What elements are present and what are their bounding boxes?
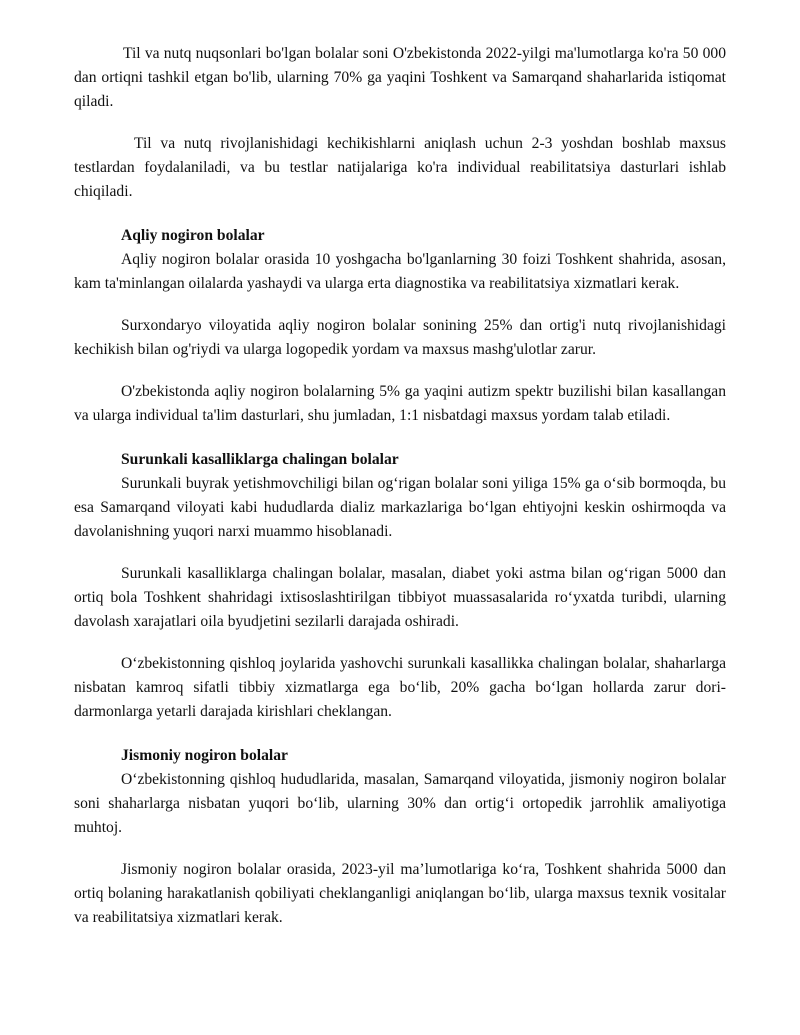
intellectual-paragraph-1: Aqliy nogiron bolalar orasida 10 yoshgacha bo'lganlarning 30 foizi Toshkent shahrida, asosan, kam ta'minlangan oilalarda yashaydi va ularga erta diagnostika va reabilitatsiya xizmatlari kerak. [74,251,726,292]
intro-paragraph-1: Til va nutq nuqsonlari bo'lgan bolalar soni O'zbekistonda 2022-yilgi ma'lumotlarga ko'ra 50 000 dan ortiqni tashkil etgan bo'lib, ularning 70% ga yaqini Toshkent va Samarqand shaharlarida istiqomat qiladi. [74,45,726,110]
intellectual-paragraph-2: Surxondaryo viloyatida aqliy nogiron bolalar sonining 25% dan ortig'i nutq rivojlanishidagi kechikish bilan og'riydi va ularga logopedik yordam va maxsus mashg'ulotlar zarur. [74,317,726,358]
chronic-paragraph-1: Surunkali buyrak yetishmovchiligi bilan og‘rigan bolalar soni yiliga 15% ga o‘sib bormoqda, bu esa Samarqand viloyati kabi hududlarda dializ markazlariga bo‘lgan ehtiyojni keskin oshirmoqda va davolanishning yuqori narxi muammo hisoblanadi. [74,475,726,540]
physical-paragraph-1: O‘zbekistonning qishloq hududlarida, masalan, Samarqand viloyatida, jismoniy nogiron bolalar soni shaharlarga nisbatan yuqori bo‘lib, ularning 30% dan ortig‘i ortopedik jarrohlik amaliyotiga muhtoj. [74,771,726,836]
section-heading-physical: Jismoniy nogiron bolalar [121,747,288,764]
intro-paragraph-2: Til va nutq rivojlanishidagi kechikishlarni aniqlash uchun 2-3 yoshdan boshlab maxsus testlardan foydalaniladi, va bu testlar natijalariga ko'ra individual reabilitatsiya dasturlari ishlab chiqiladi. [74,135,726,200]
chronic-paragraph-2: Surunkali kasalliklarga chalingan bolalar, masalan, diabet yoki astma bilan og‘rigan 5000 dan ortiq bola Toshkent shahridagi ixtisoslashtirilgan tibbiyot muassasalarida ro‘yxatda turibdi, ularning davolash xarajatlari oila byudjetini sezilarli darajada oshiradi. [74,565,726,630]
document-page [74,42,726,930]
section-heading-chronic: Surunkali kasalliklarga chalingan bolalar [121,451,399,468]
physical-paragraph-2: Jismoniy nogiron bolalar orasida, 2023-yil ma’lumotlariga ko‘ra, Toshkent shahrida 5000 dan ortiq bolaning harakatlanish qobiliyati cheklanganligi aniqlangan bo‘lib, ularga maxsus texnik vositalar va reabilitatsiya xizmatlari kerak. [74,861,726,926]
chronic-paragraph-3: O‘zbekistonning qishloq joylarida yashovchi surunkali kasallikka chalingan bolalar, shaharlarga nisbatan kamroq sifatli tibbiy xizmatlarga ega bo‘lib, 20% gacha bo‘lgan hollarda zarur dori-darmonlarga yetarli darajada kirishlari cheklangan. [74,655,726,720]
intellectual-paragraph-3: O'zbekistonda aqliy nogiron bolalarning 5% ga yaqini autizm spektr buzilishi bilan kasallangan va ularga individual ta'lim dasturlari, shu jumladan, 1:1 nisbatdagi maxsus yordam talab etiladi. [74,383,726,424]
section-heading-intellectual: Aqliy nogiron bolalar [121,227,265,244]
